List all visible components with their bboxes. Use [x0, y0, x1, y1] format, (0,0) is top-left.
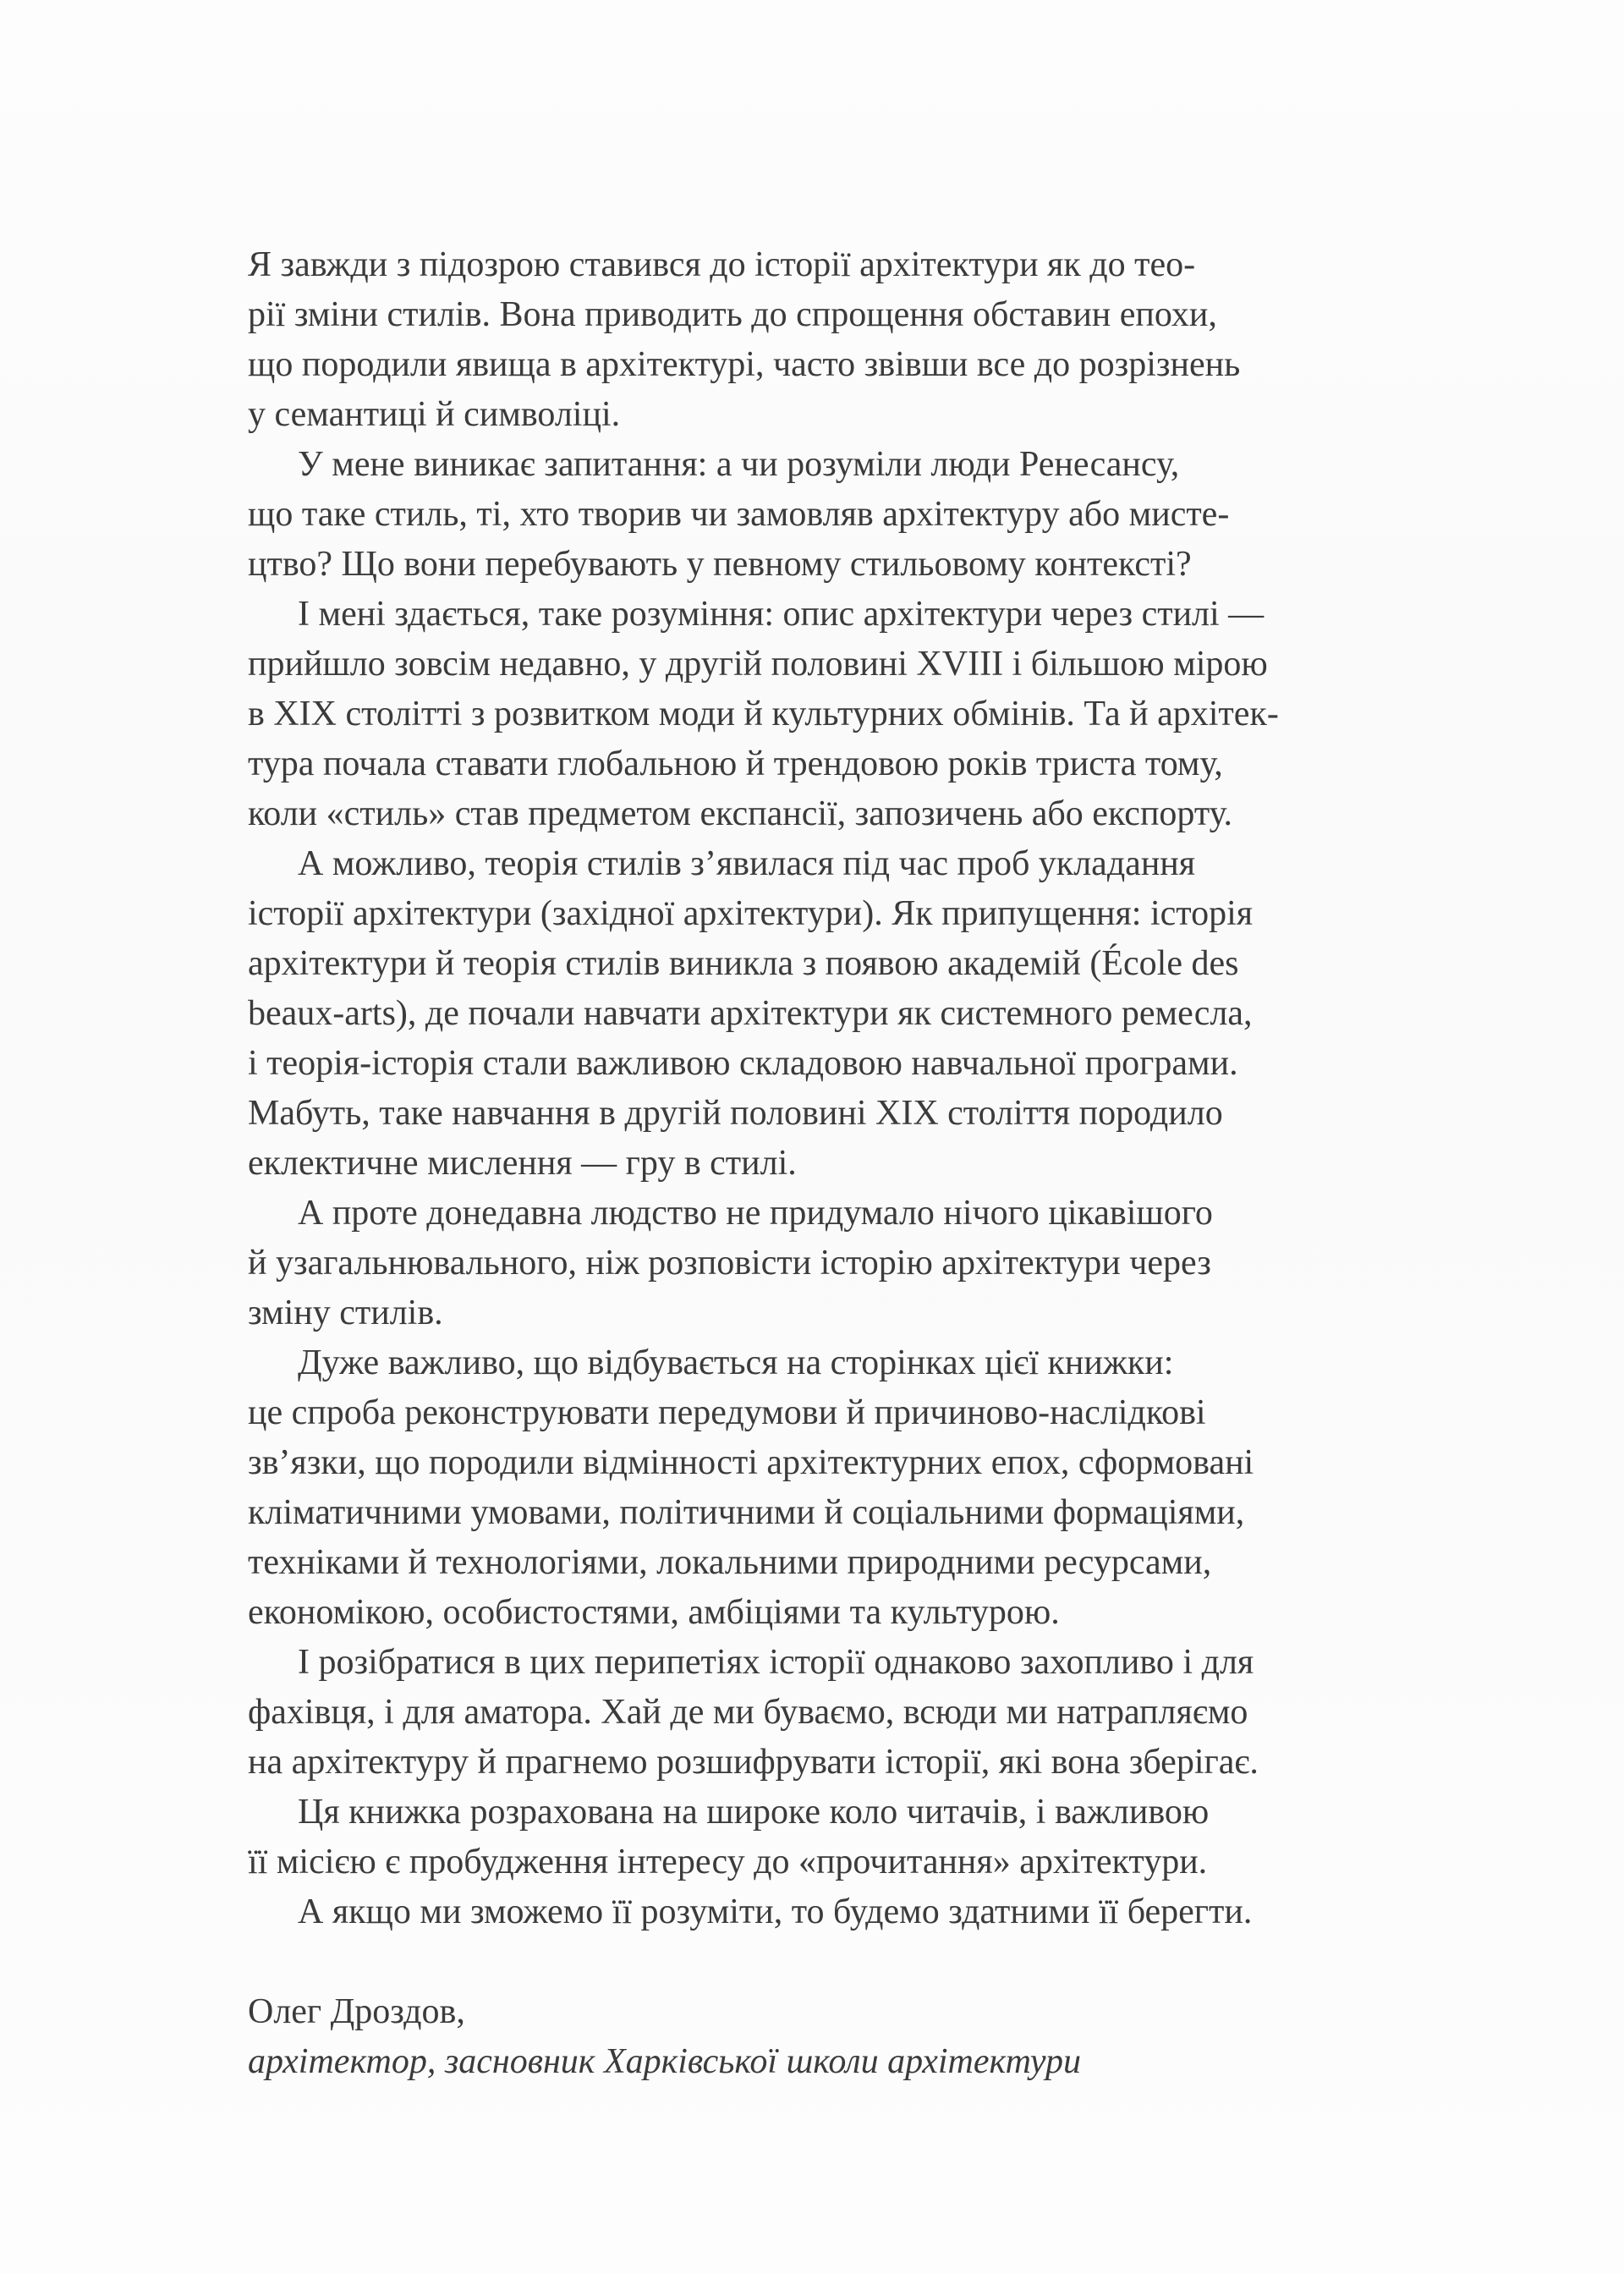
paragraph: Дуже важливо, що відбувається на сторінках цієї книжки: це спроба реконструювати передумови й причиново-наслідкові зв’язки, що породили відмінності архітектурних епох, сформовані кліматичними умовами, політичними й соціальними формаціями, техніками й технологіями, локальними природними ресурсами, економікою, особистостями, амбіціями та культурою.: [248, 1343, 1254, 1632]
preface-paragraphs: [248, 240, 1517, 1937]
paragraph: І розібратися в цих перипетіях історії однаково захопливо і для фахівця, і для аматора. Хай де ми буваємо, всюди ми натрапляємо на архітектуру й прагнемо розшифрувати історії, які вона зберігає.: [248, 1643, 1259, 1782]
paragraph: У мене виникає запитання: а чи розуміли люди Ренесансу, що таке стиль, ті, хто творив чи замовляв архітектуру або мисте- цтво? Що вони перебувають у певному стильовому контексті?: [248, 445, 1230, 584]
paragraph: А проте донедавна людство не придумало нічого цікавішого й узагальнювального, ніж розповісти історію архітектури через зміну стилів.: [248, 1194, 1213, 1332]
signature-title: архітектор, засновник Харківської школи архітектури: [248, 2042, 1081, 2081]
signature-name: Олег Дроздов,: [248, 1992, 465, 2031]
paragraph: Ця книжка розрахована на широке коло читачів, і важливою її місією є пробудження інтересу до «прочитання» архітектури.: [248, 1793, 1210, 1881]
paragraph: А можливо, теорія стилів з’явилася під час проб укладання історії архітектури (західної архітектури). Як припущення: історія архітектури й теорія стилів виникла з появою академій (École des beaux-arts), де почали навчати архітектури як системного ремесла, і теорія-історія стали важливою складовою навчальної програми. Мабуть, таке навчання в другій половині XIX століття породило еклектичне мислення — гру в стилі.: [248, 844, 1254, 1183]
paragraph: А якщо ми зможемо її розуміти, то будемо здатними її берегти.: [298, 1892, 1253, 1931]
paragraph: І мені здається, таке розуміння: опис архітектури через стилі — прийшло зовсім недавно, у другій половині XVIII і більшою мірою в XIX столітті з розвитком моди й культурних обмінів. Та й архітек- тура почала ставати глобальною й трендовою років триста тому, коли «стиль» став предметом експансії, запозичень або експорту.: [248, 595, 1279, 833]
signature-block: [248, 1987, 1517, 2087]
preface-text: [248, 240, 1517, 2087]
paragraph: Я завжди з підозрою ставився до історії архітектури як до тео- рії зміни стилів. Вона приводить до спрощення обставин епохи, що породили явища в архітектурі, часто звівши все до розрізнень у семантиці й символіці.: [248, 245, 1241, 434]
